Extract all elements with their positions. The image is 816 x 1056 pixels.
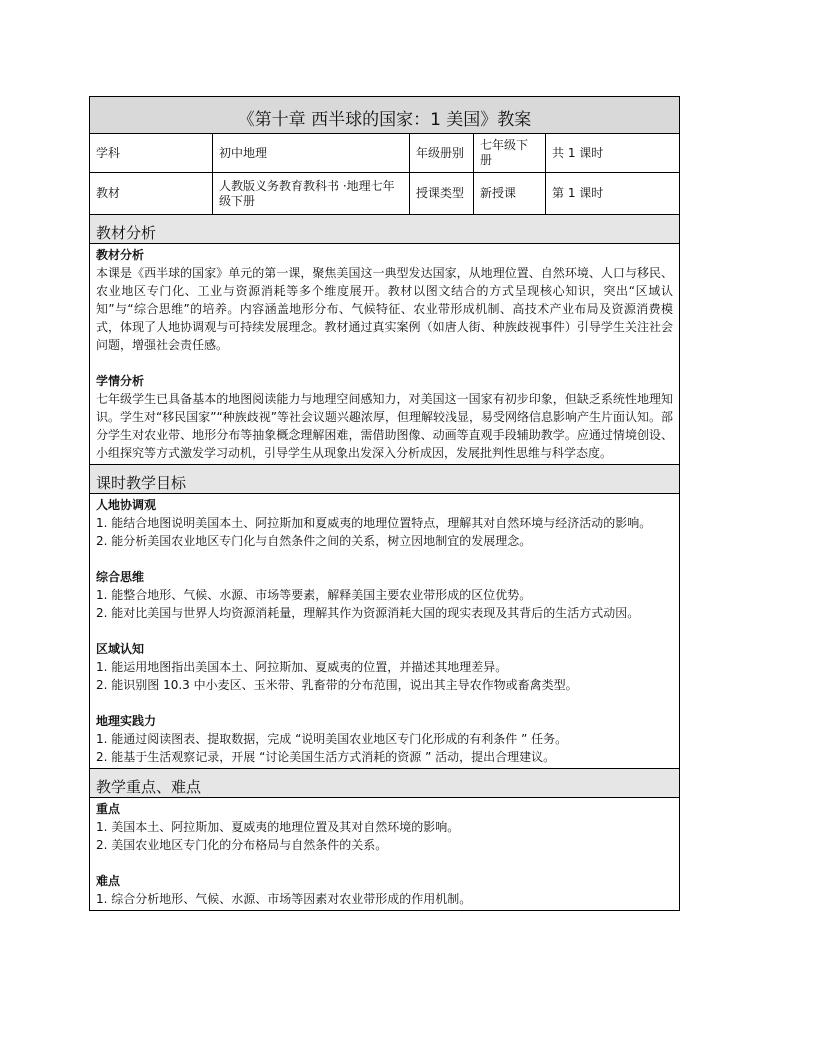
section-heading: 教材分析 — [90, 215, 680, 244]
textbook-analysis-title: 教材分析 — [96, 248, 145, 262]
spacer — [96, 550, 673, 568]
spacer — [96, 354, 673, 372]
total-hours-value: 共 1 课时 — [546, 134, 680, 173]
grade-label: 年级册别 — [410, 134, 474, 173]
goal-item: 1. 能整合地形、气候、水源、市场等要素，解释美国主要农业带形成的区位优势。 — [96, 588, 532, 602]
spacer — [96, 854, 673, 872]
subject-label: 学科 — [90, 134, 213, 173]
lesson-type-value: 新授课 — [474, 173, 546, 215]
info-row-subject — [90, 134, 680, 173]
lesson-plan-table — [89, 96, 680, 911]
goal-group-title: 综合思维 — [96, 570, 145, 584]
goal-group-title: 区域认知 — [96, 642, 145, 656]
info-row-textbook — [90, 173, 680, 215]
goal-list — [96, 730, 673, 766]
goal-list — [96, 586, 673, 622]
difficulty-title: 难点 — [96, 874, 121, 888]
focus-item: 1. 美国本土、阿拉斯加、夏威夷的地理位置及其对自然环境的影响。 — [96, 820, 460, 834]
goal-list — [96, 658, 673, 694]
section-heading: 教学重点、难点 — [90, 769, 680, 798]
learner-analysis-text: 七年级学生已具备基本的地图阅读能力与地理空间感知力，对美国这一国家有初步印象，但缺乏系统性地理知识。学生对“移民国家”“种族歧视”等社会议题兴趣浓厚，但理解较浅显，易受网络信息影响产生片面认知。部分学生对农业带、地形分布等抽象概念理解困难，需借助图像、动画等直观手段辅助教学。应通过情境创设、小组探究等方式激发学习动机，引导学生从现象出发深入分析成因，发展批判性思维与科学态度。 — [96, 392, 674, 460]
section-body-goals — [90, 494, 680, 769]
goal-item: 2. 能分析美国农业地区专门化与自然条件之间的关系，树立因地制宜的发展理念。 — [96, 534, 532, 548]
document-title-cell — [90, 97, 680, 134]
document-title: 《第十章 西半球的国家：1 美国》教案 — [237, 109, 532, 130]
focus-title: 重点 — [96, 802, 121, 816]
section-header-goals — [90, 465, 680, 494]
goal-group-title: 地理实践力 — [96, 714, 157, 728]
goal-item: 1. 能结合地图说明美国本土、阿拉斯加和夏威夷的地理位置特点，理解其对自然环境与经济活动的影响。 — [96, 516, 652, 530]
difficulty-list — [96, 890, 673, 908]
learner-analysis-title: 学情分析 — [96, 374, 145, 388]
section-heading: 课时教学目标 — [90, 465, 680, 494]
textbook-analysis-text: 本课是《西半球的国家》单元的第一课，聚焦美国这一典型发达国家，从地理位置、自然环境、人口与移民、农业地区专门化、工业与资源消耗等多个维度展开。教材以图文结合的方式呈现核心知识，突出“区域认知”与“综合思维”的培养。内容涵盖地形分布、气候特征、农业带形成机制、高技术产业布局及资源消费模式，体现了人地协调观与可持续发展理念。教材通过真实案例（如唐人街、种族歧视事件）引导学生关注社会问题，增强社会责任感。 — [96, 266, 674, 352]
lesson-number-value: 第 1 课时 — [546, 173, 680, 215]
spacer — [96, 622, 673, 640]
difficulty-item: 1. 综合分析地形、气候、水源、市场等因素对农业带形成的作用机制。 — [96, 892, 472, 906]
section-body-analysis — [90, 244, 680, 465]
lesson-plan-sheet — [89, 96, 679, 911]
textbook-label: 教材 — [90, 173, 213, 215]
goal-item: 2. 能识别图 10.3 中小麦区、玉米带、乳畜带的分布范围，说出其主导农作物或畜禽类型。 — [96, 678, 578, 692]
goal-item: 2. 能基于生活观察记录，开展 “讨论美国生活方式消耗的资源 ” 活动，提出合理建议。 — [96, 750, 556, 764]
goal-item: 1. 能运用地图指出美国本土、阿拉斯加、夏威夷的位置，并描述其地理差异。 — [96, 660, 508, 674]
section-body-key-points — [90, 798, 680, 911]
goal-list — [96, 514, 673, 550]
section-header-key-points — [90, 769, 680, 798]
spacer — [96, 694, 673, 712]
goal-item: 2. 能对比美国与世界人均资源消耗量，理解其作为资源消耗大国的现实表现及其背后的生活方式动因。 — [96, 606, 640, 620]
textbook-value: 人教版义务教育教科书 ·地理七年级下册 — [213, 173, 410, 215]
focus-item: 2. 美国农业地区专门化的分布格局与自然条件的关系。 — [96, 838, 388, 852]
lesson-type-label: 授课类型 — [410, 173, 474, 215]
subject-value: 初中地理 — [213, 134, 410, 173]
goal-group-title: 人地协调观 — [96, 498, 157, 512]
section-header-analysis — [90, 215, 680, 244]
goal-item: 1. 能通过阅读图表、提取数据，完成 “说明美国农业地区专门化形成的有利条件 ” 任务。 — [96, 732, 568, 746]
grade-value: 七年级下册 — [474, 134, 546, 173]
focus-list — [96, 818, 673, 854]
